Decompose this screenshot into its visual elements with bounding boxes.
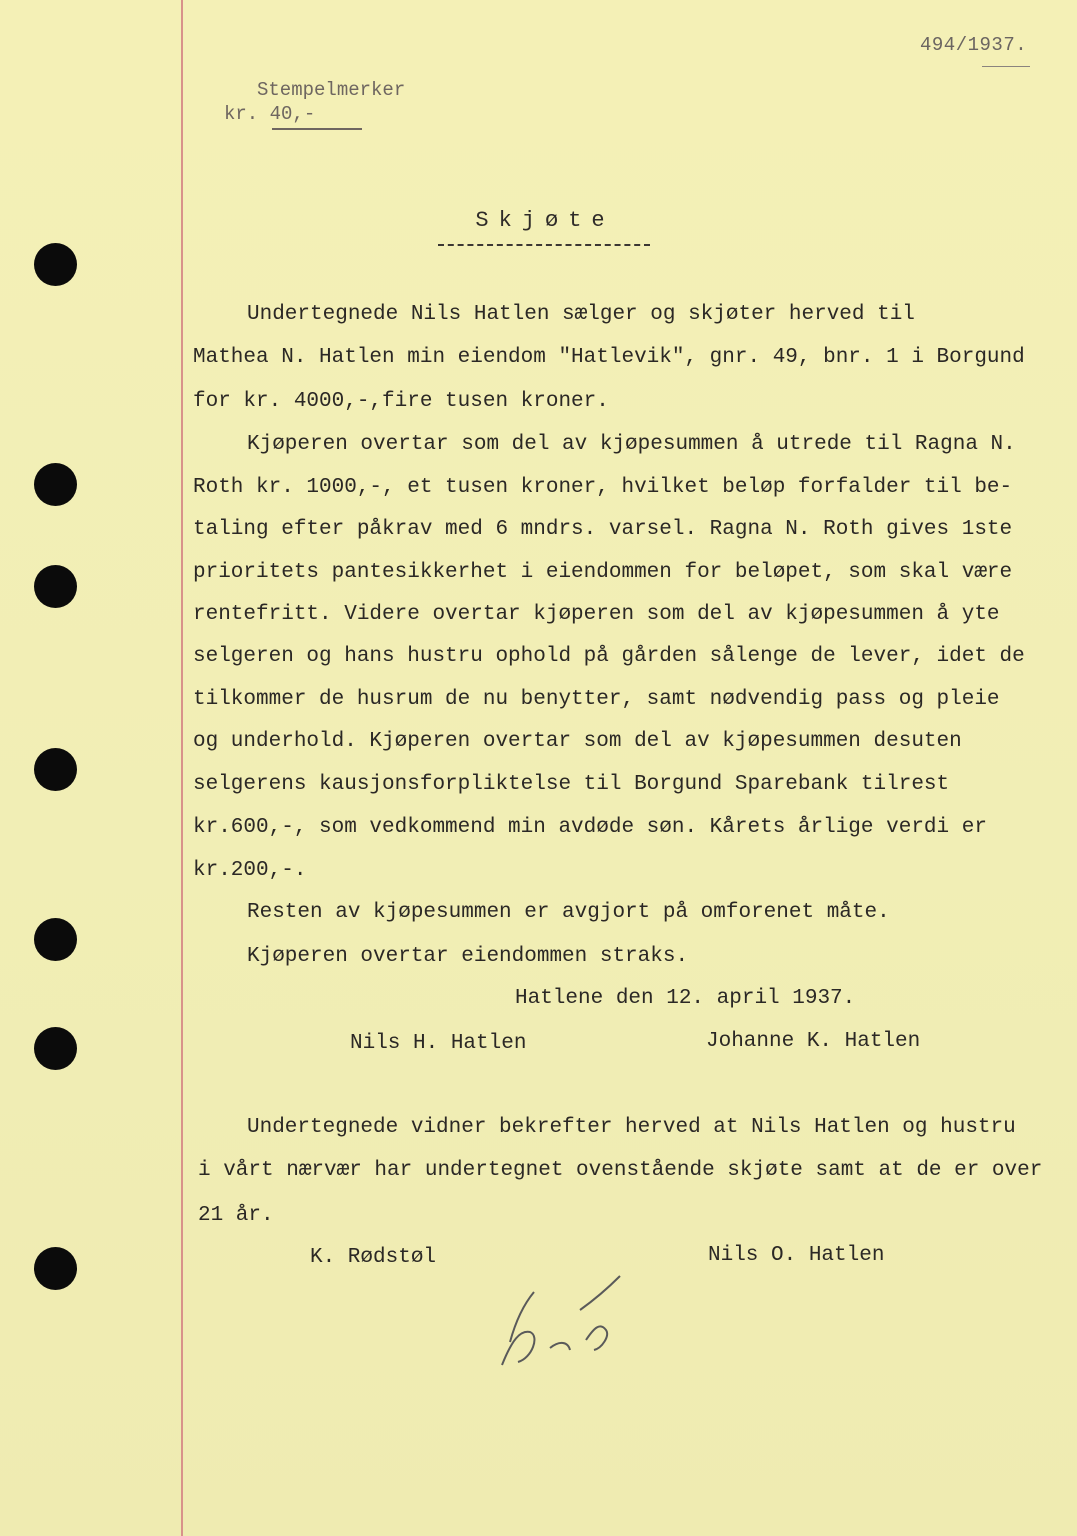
reference-number: 494/1937. <box>920 34 1028 56</box>
witness2-signature: Nils O. Hatlen <box>708 1244 885 1267</box>
handwritten-initials <box>490 1270 630 1380</box>
punch-hole <box>34 243 77 286</box>
punch-hole <box>34 1027 77 1070</box>
punch-hole <box>34 463 77 506</box>
reference-underline <box>982 66 1030 68</box>
deed-line: Undertegnede Nils Hatlen sælger og skjøter herved til <box>247 303 915 326</box>
deed-line: selgerens kausjonsforpliktelse til Borgund Sparebank tilrest <box>193 773 950 796</box>
punch-hole <box>34 918 77 961</box>
witness-line: 21 år. <box>198 1204 274 1227</box>
deed-line: selgeren og hans hustru ophold på gården sålenge de lever, idet de <box>193 645 1025 668</box>
document-title: Skjøte <box>475 208 615 233</box>
seller-signature: Nils H. Hatlen <box>350 1032 527 1055</box>
title-underline <box>438 244 650 247</box>
spouse-signature: Johanne K. Hatlen <box>706 1030 921 1053</box>
deed-line: taling efter påkrav med 6 mndrs. varsel. Ragna N. Roth gives 1ste <box>193 518 1013 541</box>
deed-line: kr.600,-, som vedkommend min avdøde søn. Kårets årlige verdi er <box>193 816 987 839</box>
deed-line: tilkommer de husrum de nu benytter, samt nødvendig pass og pleie <box>193 688 1000 711</box>
stamp-note <box>224 78 464 126</box>
deed-line: Kjøperen overtar eiendommen straks. <box>247 945 689 968</box>
deed-line: Kjøperen overtar som del av kjøpesummen å utrede til Ragna N. <box>247 433 1016 456</box>
deed-line: Mathea N. Hatlen min eiendom "Hatlevik", gnr. 49, bnr. 1 i Borgund <box>193 346 1025 369</box>
stamp-label: Stempelmerker <box>257 79 406 101</box>
witness-line: i vårt nærvær har undertegnet ovenstående skjøte samt at de er over <box>198 1159 1043 1182</box>
deed-line: Resten av kjøpesummen er avgjort på omforenet måte. <box>247 901 890 924</box>
deed-line: Roth kr. 1000,-, et tusen kroner, hvilket beløp forfalder til be- <box>193 476 1013 499</box>
deed-line: og underhold. Kjøperen overtar som del av kjøpesummen desuten <box>193 730 962 753</box>
punch-hole <box>34 748 77 791</box>
deed-line: kr.200,-. <box>193 859 307 882</box>
stamp-underline <box>272 128 362 131</box>
witness-line: Undertegnede vidner bekrefter herved at Nils Hatlen og hustru <box>247 1116 1016 1139</box>
punch-hole <box>34 1247 77 1290</box>
witness1-signature: K. Rødstøl <box>310 1246 437 1269</box>
place-date: Hatlene den 12. april 1937. <box>515 987 856 1010</box>
deed-line: rentefritt. Videre overtar kjøperen som del av kjøpesummen å yte <box>193 603 1000 626</box>
margin-line <box>181 0 183 1536</box>
deed-line: prioritets pantesikkerhet i eiendommen for beløpet, som skal være <box>193 561 1013 584</box>
deed-line: for kr. 4000,-,fire tusen kroner. <box>193 390 609 413</box>
punch-hole <box>34 565 77 608</box>
stamp-amount: kr. 40,- <box>224 103 316 125</box>
